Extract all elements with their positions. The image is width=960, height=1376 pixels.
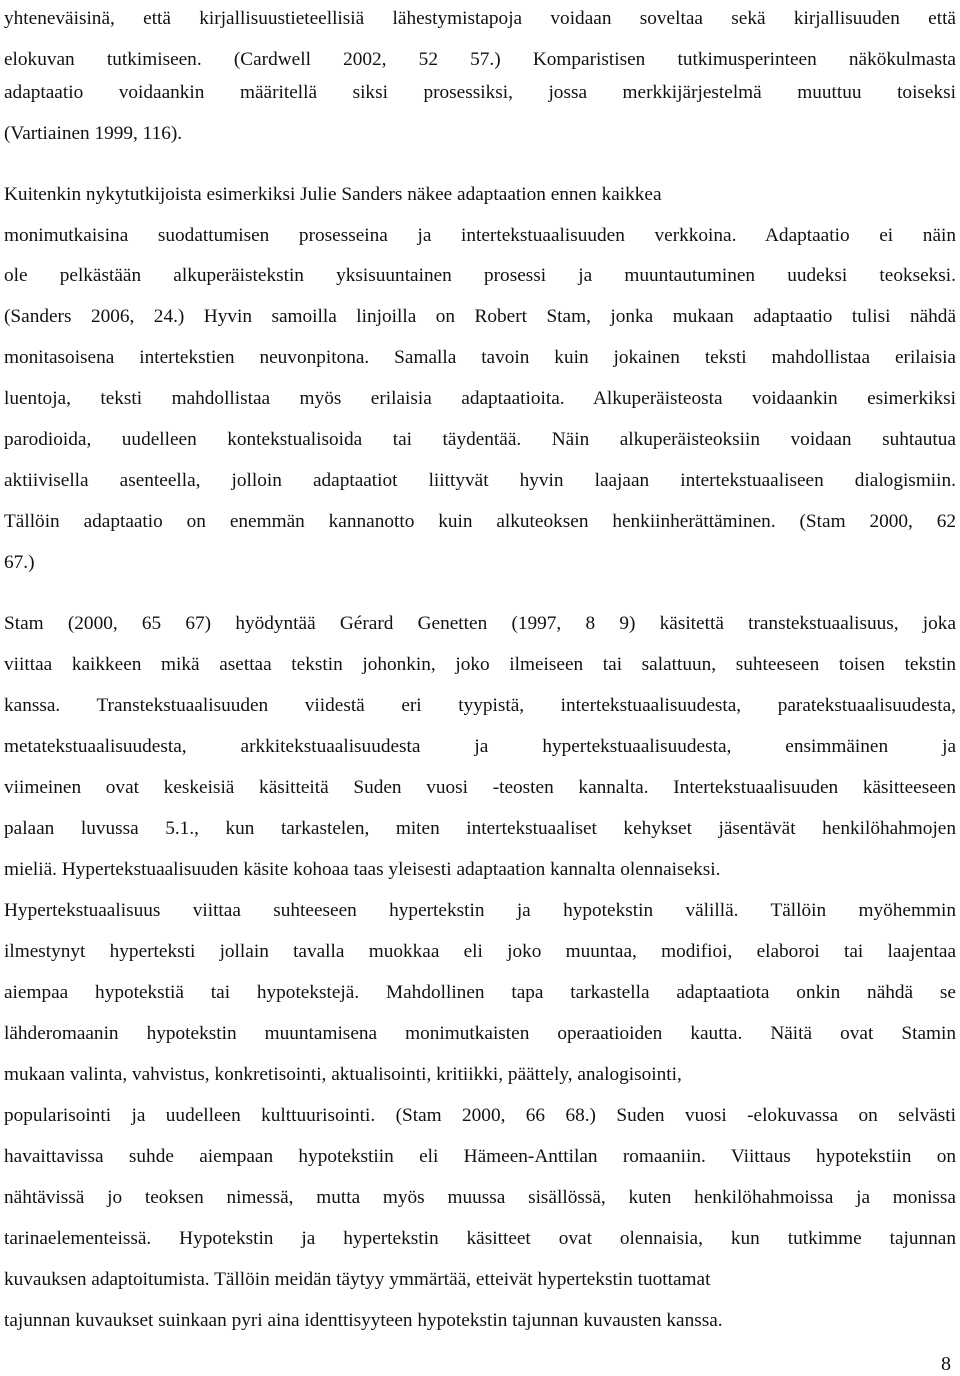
text-line: ilmestynyt hyperteksti jollain tavalla muokkaa eli joko muuntaa, modifioi, elaboroi tai laajentaa (4, 941, 956, 962)
text-line: aiempaa hypotekstiä tai hypotekstejä. Mahdollinen tapa tarkastella adaptaatiota onkin nähdä se (4, 982, 956, 1003)
text-line: tajunnan kuvaukset suinkaan pyri aina identtisyyteen hypotekstin tajunnan kuvausten kanssa. (4, 1310, 723, 1331)
text-line: mieliä. Hypertekstuaalisuuden käsite kohoaa taas yleisesti adaptaation kannalta olennaiseksi. (4, 859, 721, 880)
text-line: palaan luvussa 5.1., kun tarkastelen, miten intertekstuaaliset kehykset jäsentävät henkilöhahmojen (4, 818, 956, 839)
text-line: Tällöin adaptaatio on enemmän kannanotto kuin alkuteoksen henkiinherättäminen. (Stam 2000, 62 (4, 511, 956, 532)
text-line: parodioida, uudelleen kontekstualisoida tai täydentää. Näin alkuperäisteoksiin voidaan suhtautua (4, 429, 956, 450)
text-line: elokuvan tutkimiseen. (Cardwell 2002, 52 57.) Komparistisen tutkimusperinteen näkökulmasta (4, 49, 956, 70)
text-line: havaittavissa suhde aiempaan hypotekstiin eli Hämeen-Anttilan romaaniin. Viittaus hypotekstiin on (4, 1146, 956, 1167)
text-line: Hypertekstuaalisuus viittaa suhteeseen hypertekstin ja hypotekstin välillä. Tällöin myöhemmin (4, 900, 956, 921)
page-number: 8 (941, 1353, 951, 1375)
text-line: popularisointi ja uudelleen kulttuurisointi. (Stam 2000, 66 68.) Suden vuosi -elokuvassa on selvästi (4, 1105, 956, 1126)
text-line: lähderomaanin hypotekstin muuntamisena monimutkaisten operaatioiden kautta. Näitä ovat Stamin (4, 1023, 956, 1044)
text-line: (Sanders 2006, 24.) Hyvin samoilla linjoilla on Robert Stam, jonka mukaan adaptaatio tulisi nähdä (4, 306, 956, 327)
text-line: yhteneväisinä, että kirjallisuustieteellisiä lähestymistapoja voidaan soveltaa sekä kirjallisuuden että (4, 8, 956, 29)
text-line: monitasoisena intertekstien neuvonpitona. Samalla tavoin kuin jokainen teksti mahdollistaa erilaisia (4, 347, 956, 368)
text-line: Kuitenkin nykytutkijoista esimerkiksi Julie Sanders näkee adaptaation ennen kaikkea (4, 184, 662, 205)
text-line: luentoja, teksti mahdollistaa myös erilaisia adaptaatioita. Alkuperäisteosta voidaankin esimerkiksi (4, 388, 956, 409)
text-line: (Vartiainen 1999, 116). (4, 123, 183, 144)
text-line: kanssa. Transtekstuaalisuuden viidestä eri tyypistä, intertekstuaalisuudesta, paratekstuaalisuudesta, (4, 695, 956, 716)
text-line: metatekstuaalisuudesta, arkkitekstuaalisuudesta ja hypertekstuaalisuudesta, ensimmäinen ja (4, 736, 956, 757)
text-line: viittaa kaikkeen mikä asettaa tekstin johonkin, joko ilmeiseen tai salattuun, suhteeseen toisen tekstin (4, 654, 956, 675)
text-line: 67.) (4, 552, 35, 573)
text-line: aktiivisella asenteella, jolloin adaptaatiot liittyvät hyvin laajaan intertekstuaaliseen dialogismiin. (4, 470, 956, 491)
text-line: adaptaatio voidaankin määritellä siksi prosessiksi, jossa merkkijärjestelmä muuttuu toiseksi (4, 82, 956, 103)
text-line: kuvauksen adaptoitumista. Tällöin meidän täytyy ymmärtää, etteivät hypertekstin tuottamat (4, 1269, 711, 1290)
text-line: ole pelkästään alkuperäistekstin yksisuuntainen prosessi ja muuntautuminen uudeksi teokseksi. (4, 265, 956, 286)
text-line: viimeinen ovat keskeisiä käsitteitä Suden vuosi -teosten kannalta. Intertekstuaalisuuden käsitteeseen (4, 777, 956, 798)
text-line: mukaan valinta, vahvistus, konkretisointi, aktualisointi, kritiikki, päättely, analogisointi, (4, 1064, 682, 1085)
text-line: tarinaelementeissä. Hypotekstin ja hypertekstin käsitteet ovat olennaisia, kun tutkimme tajunnan (4, 1228, 956, 1249)
text-line: monimutkaisina suodattumisen prosesseina ja intertekstuaalisuuden verkkoina. Adaptaatio ei näin (4, 225, 956, 246)
text-line: Stam (2000, 65 67) hyödyntää Gérard Genetten (1997, 8 9) käsitettä transtekstuaalisuus, joka (4, 613, 956, 634)
text-line: nähtävissä jo teoksen nimessä, mutta myös muussa sisällössä, kuten henkilöhahmoissa ja monissa (4, 1187, 956, 1208)
